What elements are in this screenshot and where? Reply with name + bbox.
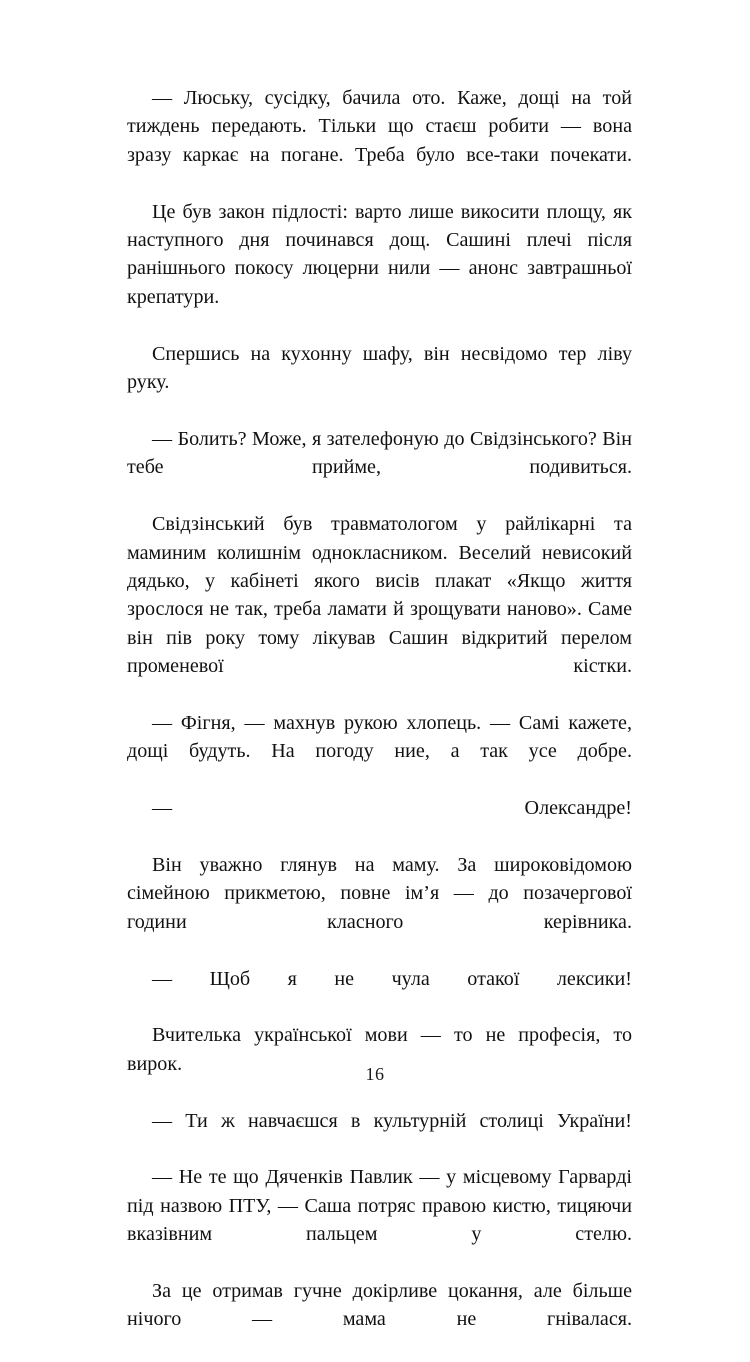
paragraph: — Фігня, — махнув рукою хлопець. — Самі кажете, дощі будуть. На погоду ние, а так усе добре. (127, 711, 632, 763)
paragraph: За це отримав гучне докірливе цокання, але більше нічого — мама не гнівалася. (127, 1280, 632, 1331)
paragraph: Вчителька української мови — то не професія, то вирок. (127, 1024, 632, 1075)
page-number: 16 (365, 1064, 385, 1084)
page-text-body (127, 84, 632, 1362)
paragraph: Він уважно глянув на маму. За широковідомою сімейною прикметою, повне ім’я — до позачергової години класного керівника. (127, 853, 632, 933)
paragraph: Свідзінський був травматологом у райлікарні та маминим колишнім однокласником. Веселий невисокий дядько, у кабінеті якого висів плакат «Якщо життя зрослося не так, треба ламати й зрощувати наново». Саме він пів року тому лікував Сашин відкритий перелом променевої кістки. (127, 513, 632, 678)
paragraph: — Олександре! (152, 797, 632, 820)
paragraph: Спершись на кухонну шафу, він несвідомо тер ліву руку. (127, 342, 632, 394)
paragraph: — Болить? Може, я зателефоную до Свідзінського? Він тебе прийме, подивиться. (127, 427, 632, 479)
paragraph: — Люську, сусідку, бачила ото. Каже, дощі на той тиждень передають. Тільки що стаєш робити — вона зразу каркає на погане. Треба було все-таки почекати. (127, 87, 632, 166)
paragraph: Це був закон підлості: варто лише викосити площу, як наступного дня починався дощ. Сашині плечі після ранішнього покосу люцерни нили — анонс завтрашньої крепатури. (127, 200, 632, 308)
paragraph: — Ти ж навчаєшся в культурній столиці України! (152, 1109, 632, 1132)
paragraph: — Щоб я не чула отакої лексики! (152, 967, 632, 990)
paragraph: — Не те що Дяченків Павлик — у місцевому Гарварді під назвою ПТУ, — Саша потряс правою кистю, тицяючи вказівним пальцем у стелю. (127, 1166, 632, 1246)
